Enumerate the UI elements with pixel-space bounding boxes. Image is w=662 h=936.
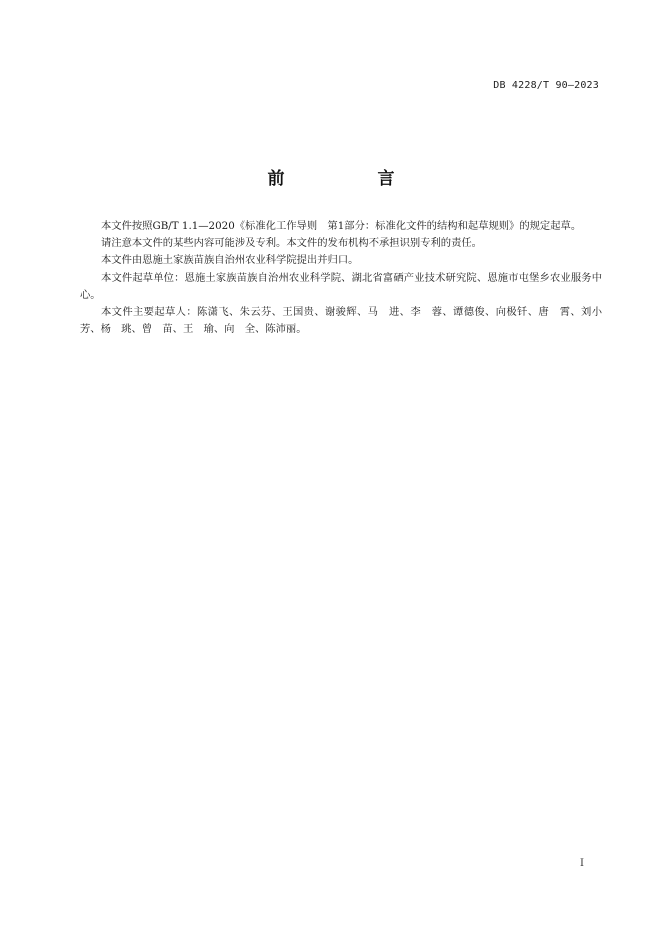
paragraph-drafting-units: 本文件起草单位：恩施土家族苗族自治州农业科学院、湖北省富硒产业技术研究院、恩施市屯堡乡农业服务中心。 [80,271,602,301]
page-title: 前 言 [267,169,433,189]
paragraph-drafters: 本文件主要起草人：陈潇飞、朱云芬、王国贵、谢骏辉、马 进、李 蓉、谭德俊、向极钎、唐 霄、刘小芳、杨 珧、曾 苗、王 瑜、向 全、陈沛丽。 [80,306,602,336]
foreword-body [80,218,602,338]
paragraph-drafting-rules: 本文件按照GB/T 1.1—2020《标准化工作导则 第1部分：标准化文件的结构和起草规则》的规定起草。 [101,220,582,232]
paragraph-proposer: 本文件由恩施土家族苗族自治州农业科学院提出并归口。 [101,254,359,267]
document-code: DB 4228/T 90—2023 [493,80,599,91]
page-number: I [580,858,584,869]
paragraph-patent-notice: 请注意本文件的某些内容可能涉及专利。本文件的发布机构不承担识别专利的责任。 [101,237,482,250]
